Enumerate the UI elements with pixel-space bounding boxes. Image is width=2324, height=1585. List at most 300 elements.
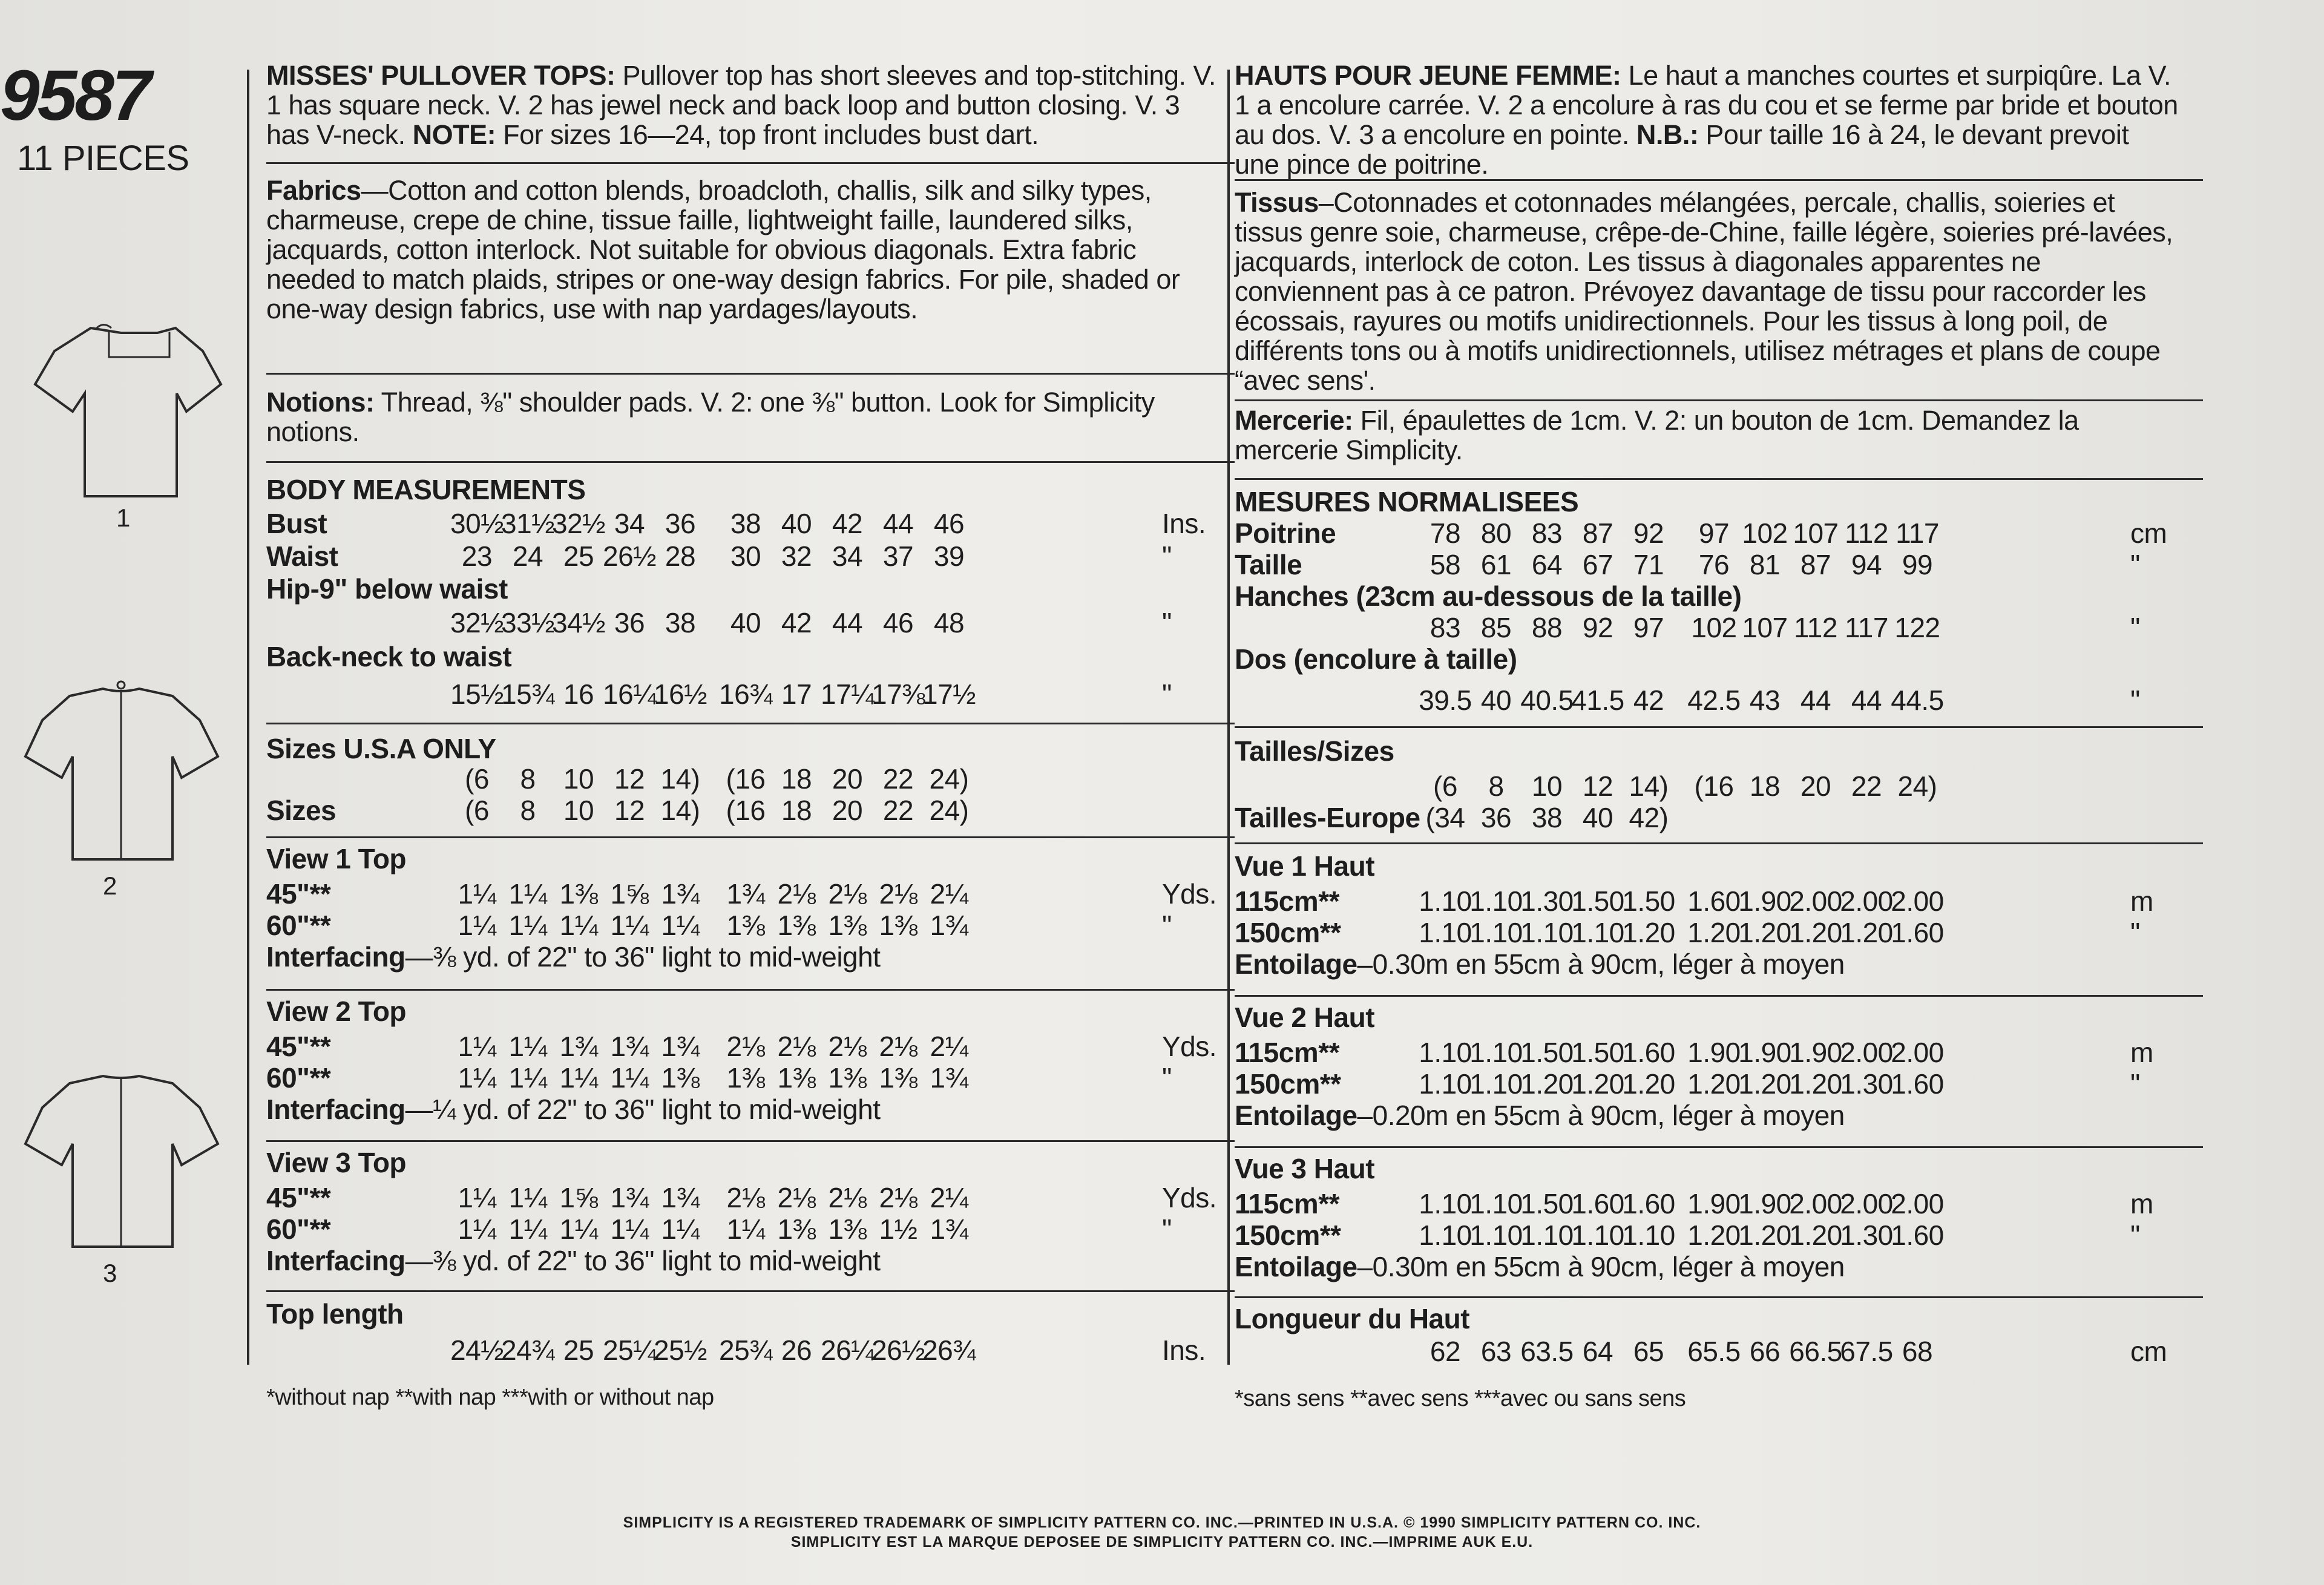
interfacing-text: –0.20m en 55cm à 90cm, léger à moyen — [1357, 1100, 1845, 1131]
cell: 1¼ — [610, 910, 649, 941]
cell: 36 — [614, 607, 645, 638]
unit: Yds. — [1162, 1182, 1217, 1213]
cell: 58 — [1430, 549, 1461, 580]
interfacing-label: Interfacing — [266, 1245, 405, 1276]
cell: 2¼ — [930, 878, 968, 910]
cell: 1.60 — [1622, 1188, 1675, 1219]
cell: 1⅜ — [828, 1213, 867, 1245]
cell: 40 — [1480, 684, 1512, 716]
hip-row — [266, 606, 1235, 638]
cell: 1.20 — [1622, 1068, 1675, 1100]
interfacing — [266, 940, 881, 973]
view-title: Vue 2 Haut — [1235, 1002, 1375, 1033]
unit: " — [2130, 684, 2140, 716]
cell: 1.10 — [1419, 1188, 1472, 1219]
cell: 26¾ — [922, 1334, 976, 1366]
cell: 44.5 — [1891, 684, 1944, 716]
view-3-sketch — [12, 1065, 230, 1259]
cell: 10 — [563, 763, 594, 795]
cell: 1.60 — [1891, 1219, 1944, 1251]
intro-paragraph — [266, 61, 1223, 149]
interfacing-label: Interfacing — [266, 1094, 405, 1125]
unit: " — [1162, 678, 1172, 710]
view-1-yardage-fr — [1235, 850, 2203, 995]
cell: 30 — [730, 540, 761, 572]
cell: 2⅛ — [726, 1182, 765, 1213]
cell: 2.00 — [1840, 1188, 1893, 1219]
cell: 12 — [614, 795, 645, 826]
fabrics-label: Fabrics — [266, 175, 361, 206]
cell: 17½ — [922, 678, 976, 710]
cell: 83 — [1531, 517, 1563, 549]
cell: 48 — [933, 607, 965, 638]
row-label: 60"** — [266, 1213, 331, 1245]
cell: 40 — [730, 607, 761, 638]
cell: 1⅜ — [661, 1062, 700, 1094]
cell: 94 — [1851, 549, 1882, 580]
cell: 34 — [614, 508, 645, 539]
back-neck-row — [266, 678, 1235, 709]
cell: (6 — [465, 795, 489, 826]
interfacing — [266, 1244, 881, 1277]
view-2-label: 2 — [103, 871, 117, 900]
unit: Yds. — [1162, 878, 1217, 910]
cell: 64 — [1531, 549, 1563, 580]
unit: " — [2130, 612, 2140, 643]
cell: 1.10 — [1469, 885, 1523, 917]
cell: 41.5 — [1571, 684, 1624, 716]
cell: 1¼ — [508, 878, 547, 910]
cell: 112 — [1794, 612, 1837, 643]
intro-note-label-fr: N.B.: — [1636, 119, 1699, 150]
view-title: View 3 Top — [266, 1147, 407, 1178]
interfacing-label: Entoilage — [1235, 948, 1357, 980]
cell: 1¾ — [930, 910, 968, 941]
cell: 22 — [882, 763, 914, 795]
intro-note: For sizes 16—24, top front includes bust dart. — [496, 119, 1039, 150]
cell: 1.60 — [1687, 885, 1741, 917]
cell: 2⅛ — [777, 878, 816, 910]
cell: 1.10 — [1571, 917, 1624, 948]
cell: 1¼ — [458, 1031, 496, 1062]
length-title-fr: Longueur du Haut — [1235, 1303, 1470, 1334]
interfacing-label: Entoilage — [1235, 1100, 1357, 1131]
cell: 2.00 — [1891, 1037, 1944, 1068]
cell: 26 — [781, 1334, 812, 1366]
cell: 24) — [929, 763, 969, 795]
cell: 18 — [781, 795, 812, 826]
cell: 15½ — [450, 678, 504, 710]
cell: 80 — [1480, 517, 1512, 549]
cell: 1¼ — [610, 1062, 649, 1094]
cell: 1¼ — [508, 1182, 547, 1213]
yardage-row — [1235, 1219, 2203, 1250]
cell: 24) — [1897, 770, 1937, 802]
cell: 12 — [614, 763, 645, 795]
unit: m — [2130, 1037, 2153, 1068]
cell: 61 — [1480, 549, 1512, 580]
cell: 67 — [1582, 549, 1613, 580]
cell: 38 — [730, 508, 761, 539]
cell: 18 — [781, 763, 812, 795]
interfacing-label: Entoilage — [1235, 1251, 1357, 1282]
intro-note-fr: Pour taille 16 à 24, le devant prevoit une pince de poitrine. — [1235, 119, 2129, 180]
cell: 107 — [1793, 517, 1839, 549]
cell: 1.30 — [1840, 1068, 1893, 1100]
cell: 14) — [660, 795, 700, 826]
cell: 1.20 — [1687, 1068, 1741, 1100]
cell: 44 — [832, 607, 863, 638]
notions-paragraph-fr — [1235, 405, 2179, 465]
cell: 1.90 — [1789, 1037, 1842, 1068]
cell: 1.10 — [1469, 1219, 1523, 1251]
cell: 1.10 — [1520, 1219, 1574, 1251]
yardage-row — [266, 1181, 1235, 1213]
cell: 25 — [563, 1334, 594, 1366]
cell: 33½ — [501, 607, 555, 638]
view-title: View 1 Top — [266, 843, 407, 875]
yardage-row — [1235, 1036, 2203, 1068]
cell: 1.50 — [1622, 885, 1675, 917]
cell: 117 — [1896, 517, 1939, 549]
intro-paragraph-fr — [1235, 61, 2179, 179]
cell: 16¼ — [602, 678, 657, 710]
cell: 2⅛ — [726, 1031, 765, 1062]
cell: 2¼ — [930, 1182, 968, 1213]
row-label: 115cm** — [1235, 1188, 1339, 1219]
cell: 1.10 — [1469, 1037, 1523, 1068]
cell: 1¼ — [458, 878, 496, 910]
cell: 20 — [1800, 770, 1831, 802]
intro-text-fr: Le haut a manches courtes et surpiqûre. La V. 1 a encolure carrée. V. 2 a encolure à ras du cou et se ferme par bride et bouton au dos. V. 3 a encolure en pointe. — [1235, 60, 2178, 150]
cell: 65.5 — [1687, 1336, 1741, 1367]
row-label: 60"** — [266, 910, 331, 941]
cell: 14) — [660, 763, 700, 795]
cell: 34½ — [551, 607, 606, 638]
cell: 46 — [882, 607, 914, 638]
cell: 63 — [1480, 1336, 1512, 1367]
cell: 32½ — [551, 508, 606, 539]
view-3-label: 3 — [103, 1259, 117, 1287]
cell: 112 — [1845, 517, 1888, 549]
cell: 1.10 — [1419, 1037, 1472, 1068]
cell: 1.90 — [1738, 1037, 1791, 1068]
cell: 1.20 — [1789, 1219, 1842, 1251]
cell: 2.00 — [1891, 885, 1944, 917]
cell: 31½ — [501, 508, 555, 539]
interfacing-label: Interfacing — [266, 941, 405, 973]
cell: 1.20 — [1789, 917, 1842, 948]
cell: 83 — [1430, 612, 1461, 643]
cell: 88 — [1531, 612, 1563, 643]
cell: 81 — [1749, 549, 1781, 580]
cell: 1.20 — [1687, 1219, 1741, 1251]
back-neck-label-fr: Dos (encolure à taille) — [1235, 643, 1517, 675]
cell: 32½ — [450, 607, 504, 638]
cell: 26¼ — [820, 1334, 875, 1366]
cell: 1⅜ — [828, 910, 867, 941]
cell: 16½ — [653, 678, 707, 710]
cell: (6 — [1433, 770, 1457, 802]
hip-label: Hip-9" below waist — [266, 573, 508, 605]
cell: 1¾ — [930, 1213, 968, 1245]
cell: 117 — [1845, 612, 1888, 643]
interfacing-text: —⅜ yd. of 22" to 36" light to mid-weight — [405, 1245, 881, 1276]
cell: 26½ — [871, 1334, 925, 1366]
cell: 34 — [832, 540, 863, 572]
cell: 1⅝ — [610, 878, 649, 910]
view-1-label: 1 — [116, 504, 131, 532]
cell: 20 — [832, 795, 863, 826]
cell: 1¾ — [930, 1062, 968, 1094]
cell: 1¼ — [661, 910, 700, 941]
cell: (34 — [1425, 802, 1465, 833]
unit: m — [2130, 885, 2153, 917]
cell: 17⅜ — [871, 678, 925, 710]
sizes-row-1-fr — [1235, 770, 2203, 801]
view-2-yardage — [266, 995, 1235, 1140]
cell: 28 — [665, 540, 696, 572]
cell: 25¼ — [602, 1334, 657, 1366]
unit: Yds. — [1162, 1031, 1217, 1062]
yardage-row — [266, 1062, 1235, 1093]
cell: 97 — [1698, 517, 1730, 549]
cell: 1¼ — [559, 910, 598, 941]
cell: 78 — [1430, 517, 1461, 549]
yardage-row — [1235, 916, 2203, 948]
cell: 1.10 — [1419, 1068, 1472, 1100]
cell: 1¾ — [610, 1031, 649, 1062]
cell: 2⅛ — [777, 1182, 816, 1213]
cell: 25 — [563, 540, 594, 572]
cell: 25¾ — [718, 1334, 773, 1366]
cell: 2.00 — [1891, 1188, 1944, 1219]
cell: 1.50 — [1520, 1188, 1574, 1219]
cell: 2.00 — [1840, 1037, 1893, 1068]
cell: 1⅜ — [777, 1062, 816, 1094]
hip-row-fr — [1235, 611, 2203, 643]
cell: 42 — [1633, 684, 1664, 716]
view-title: View 2 Top — [266, 996, 407, 1027]
intro-note-label: NOTE: — [412, 119, 496, 150]
notions-label-fr: Mercerie: — [1235, 405, 1353, 436]
yardage-row — [266, 1213, 1235, 1244]
fabrics-paragraph — [266, 176, 1223, 324]
cell: 1.20 — [1738, 1068, 1791, 1100]
cell: 32 — [781, 540, 812, 572]
cell: 2.00 — [1789, 885, 1842, 917]
interfacing — [266, 1093, 881, 1126]
view-1-yardage — [266, 842, 1235, 988]
cell: 2⅛ — [777, 1031, 816, 1062]
nap-footnote-fr: *sans sens **avec sens ***avec ou sans sens — [1235, 1386, 1686, 1411]
cell: 64 — [1582, 1336, 1613, 1367]
pieces-count: 11 PIECES — [17, 139, 189, 178]
left-rule — [247, 70, 249, 1365]
cell: 92 — [1582, 612, 1613, 643]
cell: 23 — [461, 540, 493, 572]
row-label: 45"** — [266, 878, 331, 910]
cell: 1¾ — [559, 1031, 598, 1062]
cell: 76 — [1698, 549, 1730, 580]
cell: 1.20 — [1520, 1068, 1574, 1100]
view-3-yardage — [266, 1146, 1235, 1291]
unit: cm — [2130, 517, 2167, 549]
row-label: 115cm** — [1235, 885, 1339, 917]
cell: 1.30 — [1520, 885, 1574, 917]
cell: 1.30 — [1840, 1219, 1893, 1251]
row-label: Waist — [266, 540, 338, 572]
cell: 1.60 — [1891, 917, 1944, 948]
cell: 1⅜ — [879, 1062, 917, 1094]
cell: 37 — [882, 540, 914, 572]
cell: 10 — [563, 795, 594, 826]
cell: 24 — [512, 540, 543, 572]
unit: Ins. — [1162, 1334, 1206, 1366]
view-title: Vue 3 Haut — [1235, 1153, 1375, 1184]
cell: 2⅛ — [879, 1031, 917, 1062]
cell: 1⅜ — [726, 910, 765, 941]
sizes-title-fr: Tailles/Sizes — [1235, 735, 1394, 767]
cell: 85 — [1480, 612, 1512, 643]
cell: 1¼ — [458, 1213, 496, 1245]
unit: " — [1162, 1062, 1172, 1094]
unit: " — [1162, 1213, 1172, 1245]
fabrics-label-fr: Tissus — [1235, 187, 1319, 218]
cell: 15¾ — [501, 678, 555, 710]
cell: 1¼ — [508, 1213, 547, 1245]
sizes-row-1 — [266, 763, 1235, 794]
cell: 1.20 — [1622, 917, 1675, 948]
footer-line-1: SIMPLICITY IS A REGISTERED TRADEMARK OF SIMPLICITY PATTERN CO. INC.—PRINTED IN U.S.A. © 1990 SIMPLICITY PATTERN CO. INC. — [623, 1514, 1701, 1531]
cell: 63.5 — [1520, 1336, 1574, 1367]
cell: 92 — [1633, 517, 1664, 549]
cell: 1⅝ — [559, 1182, 598, 1213]
interfacing — [1235, 1099, 1845, 1132]
unit: " — [1162, 540, 1172, 572]
cell: 107 — [1742, 612, 1788, 643]
waist-row-fr — [1235, 548, 2203, 580]
cell: 24¾ — [501, 1334, 555, 1366]
cell: 42 — [832, 508, 863, 539]
sizes-row-2-fr — [1235, 801, 2203, 833]
interfacing-text: —⅜ yd. of 22" to 36" light to mid-weight — [405, 941, 881, 973]
cell: 8 — [520, 795, 536, 826]
cell: 39 — [933, 540, 965, 572]
back-neck-row-fr — [1235, 684, 2203, 715]
cell: 1⅜ — [777, 1213, 816, 1245]
length-row — [266, 1334, 1235, 1365]
cell: 1¾ — [661, 1031, 700, 1062]
unit: " — [2130, 1068, 2140, 1100]
cell: 39.5 — [1419, 684, 1472, 716]
cell: 87 — [1800, 549, 1831, 580]
yardage-row — [1235, 885, 2203, 916]
cell: 46 — [933, 508, 965, 539]
unit: " — [1162, 607, 1172, 638]
unit: m — [2130, 1188, 2153, 1219]
cell: 102 — [1691, 612, 1737, 643]
cell: 43 — [1749, 684, 1781, 716]
hip-label-fr: Hanches (23cm au-dessous de la taille) — [1235, 580, 1742, 612]
cell: 2⅛ — [879, 878, 917, 910]
row-label: 150cm** — [1235, 917, 1341, 948]
cell: 66.5 — [1789, 1336, 1842, 1367]
cell: 2⅛ — [828, 878, 867, 910]
fabrics-text: —Cotton and cotton blends, broadcloth, challis, silk and silky types, charmeuse, crepe de chine, tissue faille, lightweight faille, laundered silks, jacquards, cotton interlock. Not suitable for obvious diagonals. Extra fabric needed to match plaids, stripes or one-way design fabrics. For pile, shaded or one-way design fabrics, use with nap yardages/layouts. — [266, 175, 1180, 324]
row-label: 45"** — [266, 1182, 331, 1213]
cell: 30½ — [450, 508, 504, 539]
fabrics-paragraph-fr — [1235, 188, 2179, 395]
cell: 1.10 — [1520, 917, 1574, 948]
cell: 1½ — [879, 1213, 917, 1245]
cell: 1.90 — [1687, 1188, 1741, 1219]
cell: 87 — [1582, 517, 1613, 549]
cell: 12 — [1582, 770, 1613, 802]
row-label: Tailles-Europe — [1235, 802, 1420, 833]
cell: 40.5 — [1520, 684, 1574, 716]
cell: 1.10 — [1469, 1188, 1523, 1219]
intro-text: Pullover top has short sleeves and top-stitching. V. 1 has square neck. V. 2 has jewel neck and back loop and button closing. V. 3 has V-neck. — [266, 60, 1216, 150]
cell: 1.10 — [1419, 917, 1472, 948]
cell: 1.20 — [1738, 917, 1791, 948]
cell: 1¼ — [610, 1213, 649, 1245]
pattern-number: 9587 — [0, 56, 149, 136]
cell: 102 — [1742, 517, 1788, 549]
cell: 10 — [1531, 770, 1563, 802]
row-label: 150cm** — [1235, 1068, 1341, 1100]
row-label: 60"** — [266, 1062, 331, 1094]
intro-heading-fr: HAUTS POUR JEUNE FEMME: — [1235, 60, 1621, 91]
view-2-sketch — [12, 678, 230, 871]
cell: 1¼ — [458, 1062, 496, 1094]
yardage-row — [266, 878, 1235, 909]
yardage-row — [266, 909, 1235, 940]
cell: 2⅛ — [828, 1182, 867, 1213]
row-label: 115cm** — [1235, 1037, 1339, 1068]
cell: 1.90 — [1738, 885, 1791, 917]
cell: 1⅜ — [559, 878, 598, 910]
unit: " — [2130, 549, 2140, 580]
cell: 62 — [1430, 1336, 1461, 1367]
yardage-row — [1235, 1187, 2203, 1219]
sizes-title: Sizes U.S.A ONLY — [266, 733, 496, 764]
cell: 1¾ — [661, 878, 700, 910]
cell: 44 — [1800, 684, 1831, 716]
cell: 1.10 — [1419, 1219, 1472, 1251]
cell: 1.20 — [1571, 1068, 1624, 1100]
cell: 1⅜ — [828, 1062, 867, 1094]
cell: 1.10 — [1622, 1219, 1675, 1251]
cell: 16 — [563, 678, 594, 710]
cell: 1¼ — [508, 1031, 547, 1062]
notions-text: Thread, ⅜" shoulder pads. V. 2: one ⅜" button. Look for Simplicity notions. — [266, 387, 1155, 447]
cell: 1.90 — [1687, 1037, 1741, 1068]
interfacing-text: —¼ yd. of 22" to 36" light to mid-weight — [405, 1094, 881, 1125]
row-label: 45"** — [266, 1031, 331, 1062]
cell: (16 — [726, 795, 766, 826]
waist-row — [266, 540, 1235, 571]
footer-line-2: SIMPLICITY EST LA MARQUE DEPOSEE DE SIMPLICITY PATTERN CO. INC.—IMPRIME AUK E.U. — [790, 1534, 1534, 1551]
cell: 17 — [781, 678, 812, 710]
notions-paragraph — [266, 387, 1223, 447]
fabrics-text-fr: –Cotonnades et cotonnades mélangées, percale, challis, soieries et tissus genre soie, charmeuse, crêpe-de-Chine, faille légère, soieries pré-lavées, jacquards, interlock de coton. Les tissus à diagonales apparentes ne conviennent pas à ce patron. Prévoyez davantage de tissu pour raccorder les écossais, rayures ou motifs unidirectionnels. Pour les tissus à long poil, de différents tons ou à motifs unidirectionnels, utilisez métrages et plans de coupe “avec sens'. — [1235, 187, 2173, 396]
cell: 40 — [1582, 802, 1613, 833]
cell: 1¼ — [661, 1213, 700, 1245]
cell: 2⅛ — [828, 1031, 867, 1062]
view-title: Vue 1 Haut — [1235, 850, 1375, 882]
cell: 122 — [1894, 612, 1940, 643]
